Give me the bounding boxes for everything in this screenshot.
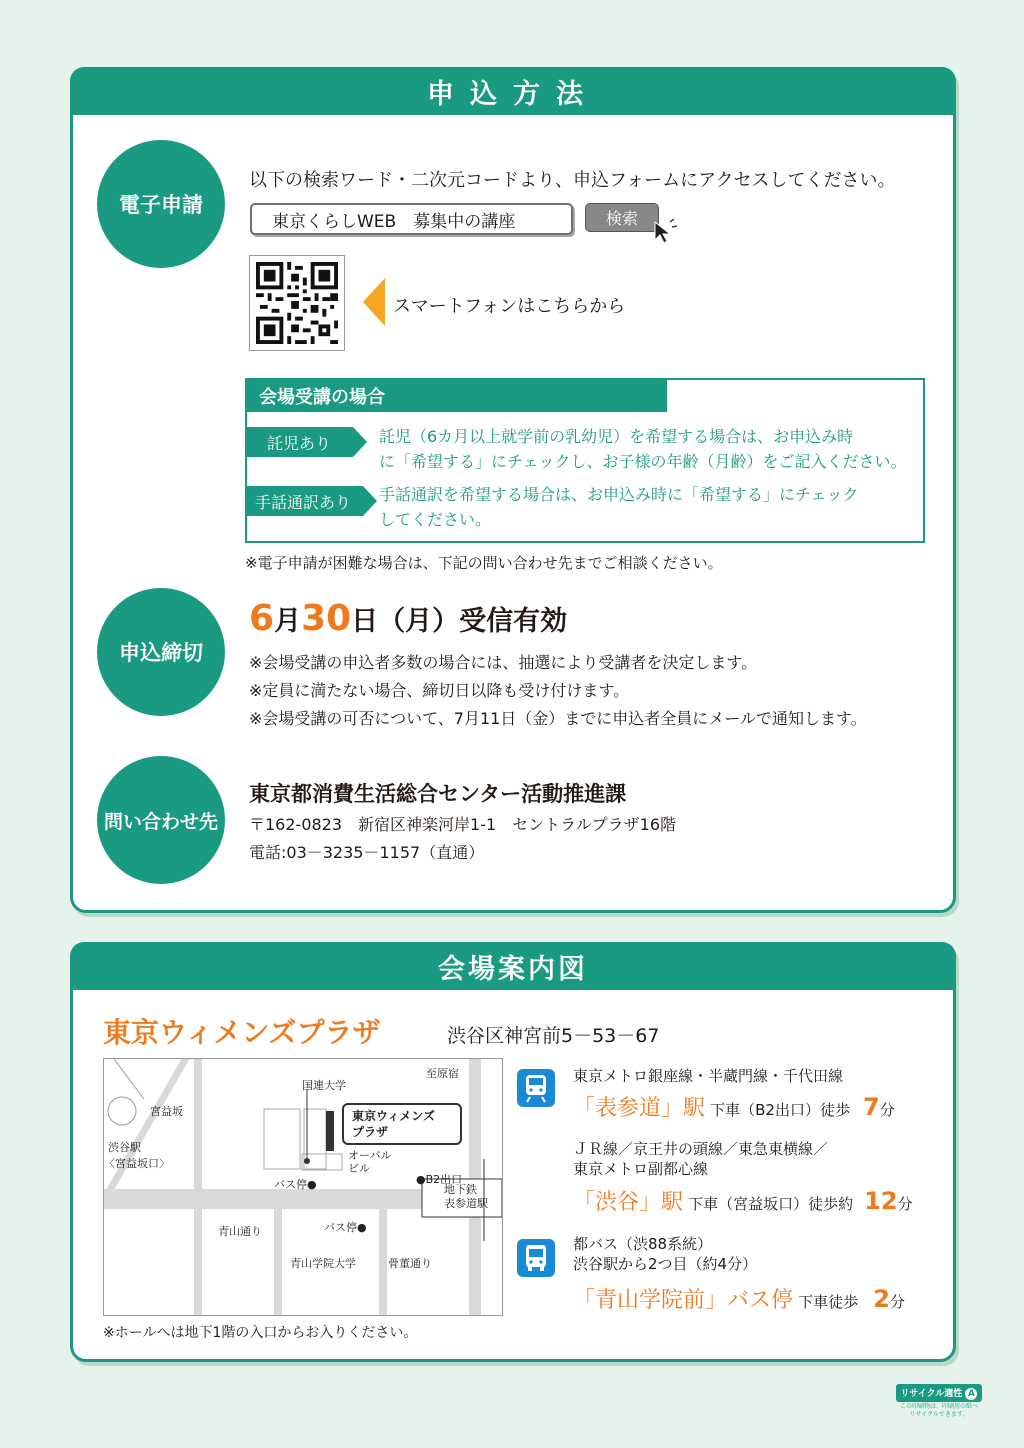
childcare-tag: 託児あり bbox=[247, 427, 353, 457]
access-1-station: 「表参道」駅 bbox=[573, 1096, 706, 1121]
sign-language-text-1: 手話通訳を希望する場合は、お申込み時に「希望する」にチェック bbox=[379, 485, 859, 504]
map-label-bus-stop-2: バス停● bbox=[324, 1221, 367, 1234]
search-button: 検索 bbox=[585, 203, 659, 232]
access-3-minutes: 2 bbox=[873, 1285, 890, 1313]
map-label-harajuku: 至原宿 bbox=[426, 1067, 459, 1080]
recycle-note-1: この印刷物は、印刷用の紙へ bbox=[899, 1403, 978, 1410]
venue-map bbox=[103, 1058, 503, 1316]
map-label-un-univ: 国連大学 bbox=[302, 1079, 346, 1092]
deadline-day: 30 bbox=[301, 598, 352, 639]
venue-attendance-box bbox=[245, 378, 925, 543]
access-2-lines-2: 東京メトロ副都心線 bbox=[573, 1160, 709, 1178]
sign-language-tag: 手話通訳あり bbox=[247, 486, 363, 516]
access-3-lines-2: 渋谷駅から2つ目（約4分） bbox=[573, 1255, 758, 1273]
map-label-kotto-dori: 骨董通り bbox=[388, 1257, 432, 1270]
map-label-bus-stop: バス停● bbox=[274, 1178, 317, 1191]
arrow-left-icon bbox=[363, 278, 385, 326]
sign-language-text-2: してください。 bbox=[379, 510, 492, 529]
qr-caption: スマートフォンはこちらから bbox=[393, 296, 626, 317]
recycle-grade: A bbox=[965, 1388, 977, 1400]
contact-badge: 問い合わせ先 bbox=[97, 756, 225, 884]
access-3-station: 「青山学院前」バス停 bbox=[573, 1288, 794, 1313]
access-1-lines: 東京メトロ銀座線・半蔵門線・千代田線 bbox=[573, 1067, 844, 1085]
map-plaza-marker: 東京ウィメンズ プラザ bbox=[342, 1103, 462, 1145]
map-label-subway: 地下鉄 表参道駅 bbox=[444, 1183, 488, 1210]
map-label-miyamasuzaka: 宮益坂 bbox=[150, 1105, 183, 1118]
childcare-tag-arrow bbox=[353, 427, 367, 457]
train-icon bbox=[517, 1069, 555, 1107]
access-2-lines-1: ＪＲ線／京王井の頭線／東急東横線／ bbox=[573, 1140, 829, 1158]
apply-panel-title: 申込方法 bbox=[70, 67, 956, 115]
apply-panel bbox=[70, 67, 956, 913]
recycle-note-2: リサイクルできます。 bbox=[909, 1411, 969, 1418]
recycle-label-box bbox=[896, 1384, 982, 1402]
online-instruction: 以下の検索ワード・二次元コードより、申込フォームにアクセスしてください。 bbox=[249, 170, 896, 191]
map-label-aoyama-univ: 青山学院大学 bbox=[290, 1257, 356, 1270]
search-keyword-box bbox=[250, 203, 573, 235]
map-note: ※ホールへは地下1階の入口からお入りください。 bbox=[103, 1325, 418, 1341]
venue-name: 東京ウィメンズプラザ bbox=[103, 1016, 381, 1049]
venue-attendance-title: 会場受講の場合 bbox=[247, 380, 667, 412]
online-difficulty-note: ※電子申請が困難な場合は、下記の問い合わせ先までご相談ください。 bbox=[245, 554, 723, 572]
map-label-b2-exit: ●B2出口 bbox=[416, 1173, 463, 1186]
online-apply-badge: 電子申請 bbox=[97, 140, 225, 268]
venue-address: 渋谷区神宮前5－53－67 bbox=[447, 1025, 660, 1047]
deadline-note-3: ※会場受講の可否について、7月11日（金）までに申込者全員にメールで通知します。 bbox=[249, 709, 867, 728]
access-2-station: 「渋谷」駅 bbox=[573, 1190, 684, 1215]
access-2-minutes: 12 bbox=[864, 1187, 898, 1215]
map-label-shibuya: 渋谷駅 bbox=[108, 1141, 141, 1154]
childcare-text-2: に「希望する」にチェックし、お子様の年齢（月齢）をご記入ください。 bbox=[379, 452, 907, 471]
deadline-date: 6月30日（月）受信有効 bbox=[249, 598, 568, 639]
venue-panel-title: 会場案内図 bbox=[70, 942, 956, 990]
access-3-lines-1: 都バス（渋88系統） bbox=[573, 1235, 713, 1253]
recycle-label: リサイクル適性 bbox=[900, 1389, 963, 1399]
access-3: 「青山学院前」バス停 下車徒歩 2分 bbox=[573, 1285, 905, 1313]
access-2-detail: 下車（宮益坂口）徒歩約 bbox=[688, 1195, 854, 1213]
qr-code-image bbox=[256, 262, 338, 344]
venue-panel bbox=[70, 942, 956, 1362]
deadline-badge: 申込締切 bbox=[97, 588, 225, 716]
access-1-minutes: 7 bbox=[863, 1093, 880, 1121]
qr-code[interactable] bbox=[249, 255, 345, 351]
deadline-note-1: ※会場受講の申込者多数の場合には、抽選により受講者を決定します。 bbox=[249, 653, 758, 672]
access-1: 「表参道」駅 下車（B2出口）徒歩 7分 bbox=[573, 1093, 895, 1121]
contact-phone: 電話:03－3235－1157（直通） bbox=[249, 843, 485, 862]
contact-org: 東京都消費生活総合センター活動推進課 bbox=[249, 782, 627, 806]
map-label-aoyama-dori: 青山通り bbox=[218, 1225, 262, 1238]
deadline-month: 6 bbox=[249, 598, 275, 639]
search-keyword: 東京くらしWEB 募集中の講座 bbox=[272, 211, 516, 232]
recycle-mark bbox=[896, 1384, 982, 1418]
bus-icon bbox=[517, 1239, 555, 1277]
access-2: 「渋谷」駅 下車（宮益坂口）徒歩約 12分 bbox=[573, 1187, 913, 1215]
contact-address: 〒162-0823 新宿区神楽河岸1-1 セントラルプラザ16階 bbox=[249, 815, 677, 834]
map-label-oval: オーバル ビル bbox=[348, 1149, 392, 1175]
childcare-text-1: 託児（6カ月以上就学前の乳幼児）を希望する場合は、お申込み時 bbox=[379, 427, 854, 446]
access-1-detail: 下車（B2出口）徒歩 bbox=[710, 1101, 850, 1119]
map-label-miyamasu-exit: 〈宮益坂口〉 bbox=[104, 1157, 170, 1170]
sign-language-tag-arrow bbox=[363, 486, 377, 516]
deadline-note-2: ※定員に満たない場合、締切日以降も受け付けます。 bbox=[249, 681, 630, 700]
cursor-pointer-icon bbox=[649, 216, 679, 246]
access-3-detail: 下車徒歩 bbox=[798, 1293, 859, 1311]
